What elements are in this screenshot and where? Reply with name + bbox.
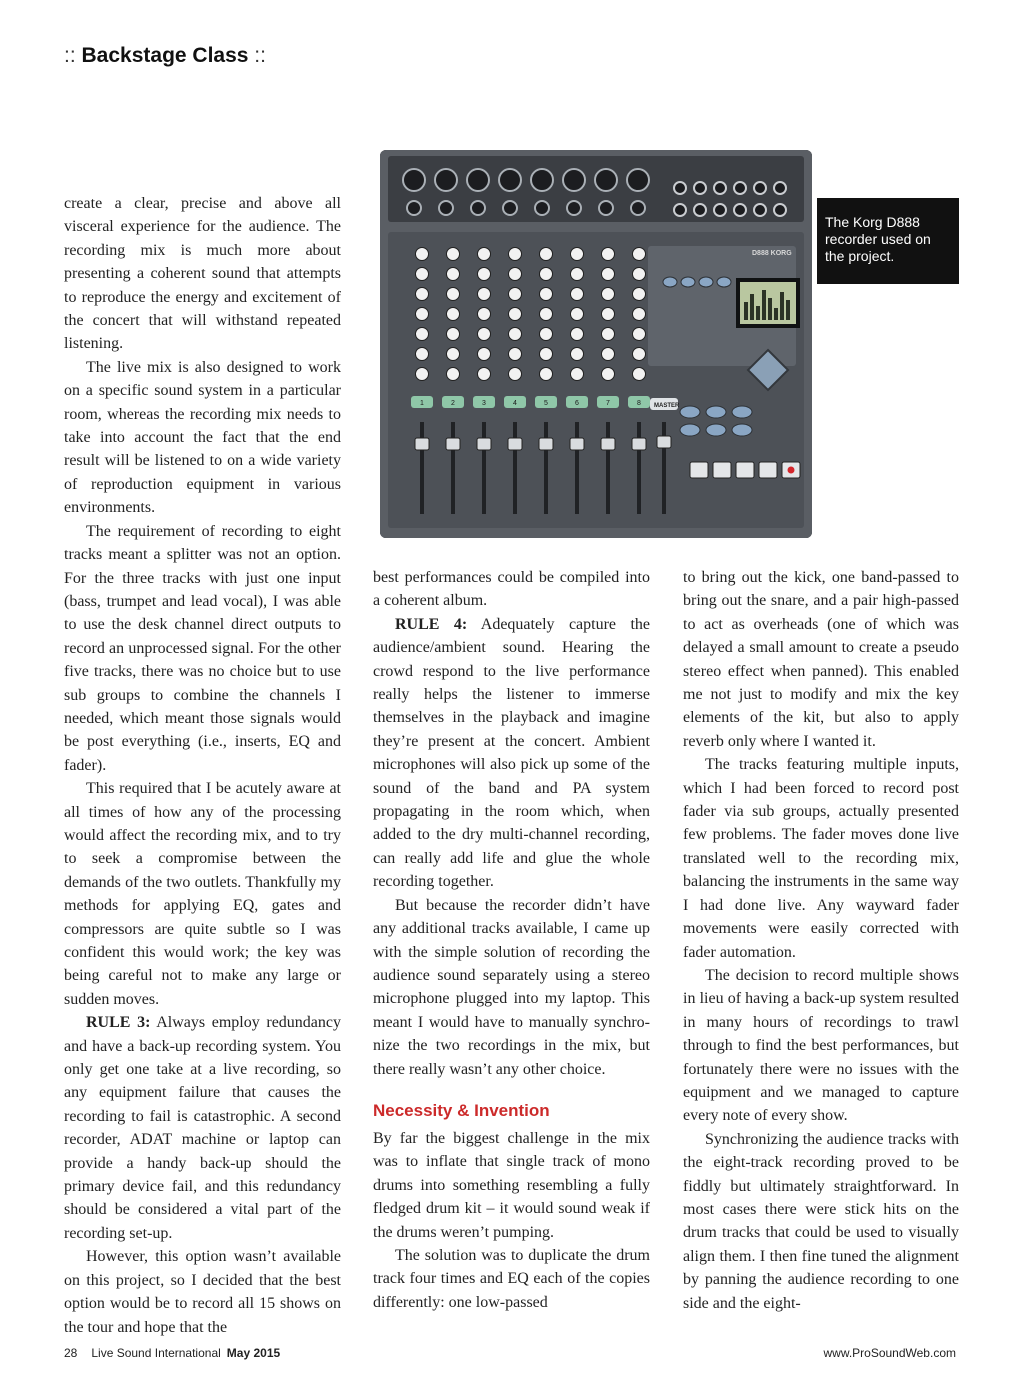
mode-button	[681, 277, 695, 287]
function-button	[706, 424, 726, 436]
knob-icon	[416, 288, 429, 301]
fader-track	[637, 422, 641, 514]
output-jack-icon	[694, 182, 706, 194]
knob-icon	[540, 268, 553, 281]
output-jack-icon	[774, 204, 786, 216]
paragraph: The requirement of recording to eight tracks meant a splitter was not an option. For the three tracks with just one input (bass, trumpet and lead vocal), I was able to use the desk channel direct outputs to record an unprocessed signal. For the other five tracks, there was no choice but to use sub groups to combine the channels I needed, which meant those signals would be post everything (i.e., inserts, EQ and fader).	[64, 522, 341, 774]
function-button	[706, 406, 726, 418]
knob-icon	[447, 248, 460, 261]
xlr-jack-icon	[499, 169, 521, 191]
header-prefix: ::	[64, 44, 76, 67]
lcd-meter-bar	[774, 308, 778, 320]
mode-button	[663, 277, 677, 287]
issue-date: May 2015	[226, 1346, 281, 1360]
paragraph: But because the recorder didn’t have any additional tracks available, I came up with the simple solution of recording the audience sound separately using a stereo microphone plugged into my laptop. This meant I would have to manually synchronize the two recordings in the mix, but there really wasn’t any other choice.	[373, 896, 650, 1078]
product-photo	[380, 150, 812, 538]
knob-icon	[633, 348, 646, 361]
channel-number: 3	[482, 400, 486, 407]
paragraph-rule-3	[64, 1011, 341, 1245]
publication-name: Live Sound International	[91, 1346, 221, 1360]
output-jack-icon	[734, 204, 746, 216]
record-icon	[788, 467, 795, 474]
paragraph: create a clear, precise and above all visceral experience for the audience. The recording mix is much more about presenting a coherent sound that attempts to reproduce the energy and excitement of the concert that will withstand repeated listening.	[64, 195, 341, 353]
paragraph: By far the biggest challenge in the mix was to inflate that single track of mono drums into something resembling a fully fledged drum kit – it would sound weak if the drums weren’t pumping.	[373, 1129, 650, 1241]
rule-4-text: Adequately capture the audience/ambient sound. Hearing the crowd respond to the live performance really helps the listener to immerse themselves in the playback and imagine they’re present at the concert. Ambient microphones will also pick up some of the sound of the band and PA system propagating in the room which, when added to the dry multi-channel recording, can really add life and glue the whole recording together.	[373, 615, 650, 891]
mode-button	[717, 277, 731, 287]
knob-icon	[633, 288, 646, 301]
mode-button	[699, 277, 713, 287]
knob-icon	[633, 368, 646, 381]
article-column-3	[683, 566, 959, 1315]
transport-button	[713, 462, 731, 478]
output-jack-icon	[714, 204, 726, 216]
device-label: D888 KORG	[752, 250, 792, 257]
footer-website: www.ProSoundWeb.com	[823, 1346, 956, 1360]
knob-icon	[478, 288, 491, 301]
lcd-meter-bar	[786, 300, 790, 320]
fader-cap	[446, 438, 460, 450]
lcd-meter-bar	[756, 306, 760, 320]
photo-caption: The Korg D888 recorder used on the project.	[817, 198, 959, 284]
section-header	[64, 44, 266, 68]
knob-icon	[447, 308, 460, 321]
xlr-jack-icon	[531, 169, 553, 191]
knob-icon	[509, 368, 522, 381]
xlr-jack-icon	[435, 169, 457, 191]
knob-icon	[509, 328, 522, 341]
lcd-meter-bar	[768, 298, 772, 320]
function-button	[680, 406, 700, 418]
lcd-meter-bar	[744, 302, 748, 320]
transport-button	[759, 462, 777, 478]
knob-icon	[478, 308, 491, 321]
paragraph: best performances could be compiled into a coherent album.	[373, 569, 650, 610]
fader-track	[513, 422, 517, 514]
knob-icon	[540, 288, 553, 301]
fader-track	[575, 422, 579, 514]
knob-icon	[447, 348, 460, 361]
master-fader-cap	[657, 436, 671, 448]
paragraph: Synchronizing the audience tracks with the eight-track recording proved to be fiddly but ultimately straightforward. In most cases there were stick hits on the drum tracks that could be used to visually align them. I then fine tuned the alignment by panning the audience recording to one side and the eight-	[683, 1130, 959, 1312]
knob-icon	[509, 248, 522, 261]
fader-cap	[632, 438, 646, 450]
paragraph-rule-4	[373, 613, 650, 894]
channel-number: 2	[451, 400, 455, 407]
paragraph: This required that I be acutely aware at all times of how any of the processing would affect the recording mix, and to try to seek a compromise between the demands of the two outlets. Thankfully my methods for applying EQ, gates and compressors are quite subtle so I was confident this would work; the key was being careful not to make any large or sudden moves.	[64, 780, 341, 1008]
mixer-illustration	[380, 150, 812, 538]
output-jack-icon	[674, 204, 686, 216]
fader-track	[420, 422, 424, 514]
header-suffix: ::	[254, 44, 266, 67]
paragraph: However, this option wasn’t available on this project, so I decided that the best option would be to record all 15 shows on the tour and hope that the	[64, 1248, 341, 1336]
section-title: Backstage Class	[81, 44, 249, 67]
trs-jack-icon	[439, 201, 453, 215]
knob-icon	[602, 268, 615, 281]
knob-icon	[571, 268, 584, 281]
output-jack-icon	[674, 182, 686, 194]
output-jack-icon	[774, 182, 786, 194]
rule-3-text: Always employ redundancy and have a back-up recording system. You only get one take at a live recording, so any equipment failure that causes the recording to fail is catastrophic. A second recorder, ADAT machine or laptop can provide a handy back-up should the primary device fail, and this redundancy should be considered a vital part of the recording set-up.	[64, 1014, 342, 1242]
knob-icon	[540, 368, 553, 381]
function-button	[732, 406, 752, 418]
channel-number: 8	[637, 400, 641, 407]
article-column-1	[64, 192, 341, 1339]
knob-icon	[478, 348, 491, 361]
knob-icon	[478, 248, 491, 261]
rule-4-label: RULE 4:	[395, 615, 468, 633]
lcd-meter-bar	[780, 292, 784, 320]
trs-jack-icon	[535, 201, 549, 215]
master-label: MASTER	[654, 403, 680, 409]
function-button	[680, 424, 700, 436]
transport-button	[690, 462, 708, 478]
rule-3-label: RULE 3:	[86, 1014, 151, 1032]
knob-icon	[602, 348, 615, 361]
channel-number: 7	[606, 400, 610, 407]
knob-icon	[633, 308, 646, 321]
knob-icon	[478, 368, 491, 381]
channel-number: 4	[513, 400, 517, 407]
fader-track	[606, 422, 610, 514]
knob-icon	[447, 268, 460, 281]
page-number: 28	[64, 1346, 78, 1360]
knob-icon	[571, 328, 584, 341]
knob-icon	[416, 308, 429, 321]
trs-jack-icon	[631, 201, 645, 215]
channel-number: 6	[575, 400, 579, 407]
knob-icon	[571, 368, 584, 381]
lcd-meter-bar	[762, 290, 766, 320]
fader-track	[482, 422, 486, 514]
subheading: Necessity & Invention	[373, 1100, 550, 1120]
knob-icon	[602, 328, 615, 341]
trs-jack-icon	[407, 201, 421, 215]
knob-icon	[633, 268, 646, 281]
knob-icon	[416, 328, 429, 341]
fader-track	[544, 422, 548, 514]
knob-icon	[540, 248, 553, 261]
knob-icon	[416, 368, 429, 381]
fader-track	[451, 422, 455, 514]
output-jack-icon	[754, 204, 766, 216]
knob-icon	[509, 268, 522, 281]
xlr-jack-icon	[467, 169, 489, 191]
knob-icon	[633, 328, 646, 341]
knob-icon	[478, 268, 491, 281]
output-jack-icon	[734, 182, 746, 194]
knob-icon	[571, 308, 584, 321]
knob-icon	[509, 308, 522, 321]
knob-icon	[602, 248, 615, 261]
knob-icon	[602, 368, 615, 381]
knob-icon	[478, 328, 491, 341]
knob-icon	[602, 308, 615, 321]
knob-icon	[540, 328, 553, 341]
fader-cap	[477, 438, 491, 450]
knob-icon	[447, 368, 460, 381]
knob-icon	[540, 348, 553, 361]
fader-cap	[601, 438, 615, 450]
trs-jack-icon	[567, 201, 581, 215]
article-column-2	[373, 566, 650, 1314]
xlr-jack-icon	[627, 169, 649, 191]
knob-icon	[447, 288, 460, 301]
trs-jack-icon	[599, 201, 613, 215]
channel-number: 1	[420, 400, 424, 407]
paragraph: The decision to record multiple shows in lieu of having a back-up system resulted in many hours of recordings to trawl through to find the best performances, but fortunately there were no issues with the equipment and we managed to capture every note of every show.	[683, 966, 959, 1125]
knob-icon	[416, 348, 429, 361]
xlr-jack-icon	[595, 169, 617, 191]
paragraph: to bring out the kick, one band-passed to bring out the snare, and a pair high-passed to act as overheads (one of which was delayed a small amount to create a pseudo stereo effect when panned). This enabled me not just to modify and mix the key elements of the kit, but also to apply reverb only where I wanted it.	[683, 569, 959, 750]
fader-cap	[539, 438, 553, 450]
knob-icon	[416, 268, 429, 281]
paragraph: The live mix is also designed to work on a specific sound system in a particular room, whereas the recording mix needs to take into account the fact that the end result will be listened to on a wide variety of reproduction equipment in various environments.	[64, 358, 341, 517]
knob-icon	[509, 288, 522, 301]
lcd-meter-bar	[750, 294, 754, 320]
trs-jack-icon	[503, 201, 517, 215]
knob-icon	[571, 288, 584, 301]
fader-cap	[570, 438, 584, 450]
paragraph: The solution was to duplicate the drum track four times and EQ each of the copies differently: one low-passed	[373, 1246, 650, 1311]
knob-icon	[602, 288, 615, 301]
output-jack-icon	[754, 182, 766, 194]
footer-left	[64, 1346, 280, 1360]
knob-icon	[633, 248, 646, 261]
transport-button	[736, 462, 754, 478]
fader-cap	[415, 438, 429, 450]
knob-icon	[571, 248, 584, 261]
knob-icon	[540, 308, 553, 321]
channel-number: 5	[544, 400, 548, 407]
fader-cap	[508, 438, 522, 450]
knob-icon	[571, 348, 584, 361]
xlr-jack-icon	[563, 169, 585, 191]
trs-jack-icon	[471, 201, 485, 215]
paragraph: The tracks featuring multiple inputs, which I had been forced to record post fader via sub groups, actually presented few problems. The fader moves done live translated well to the recording mix, balancing the instruments in the same way I had done live. Any wayward fader movements were easily corrected with fader automation.	[683, 756, 959, 961]
function-button	[732, 424, 752, 436]
knob-icon	[447, 328, 460, 341]
output-jack-icon	[694, 204, 706, 216]
knob-icon	[416, 248, 429, 261]
xlr-jack-icon	[403, 169, 425, 191]
knob-icon	[509, 348, 522, 361]
output-jack-icon	[714, 182, 726, 194]
